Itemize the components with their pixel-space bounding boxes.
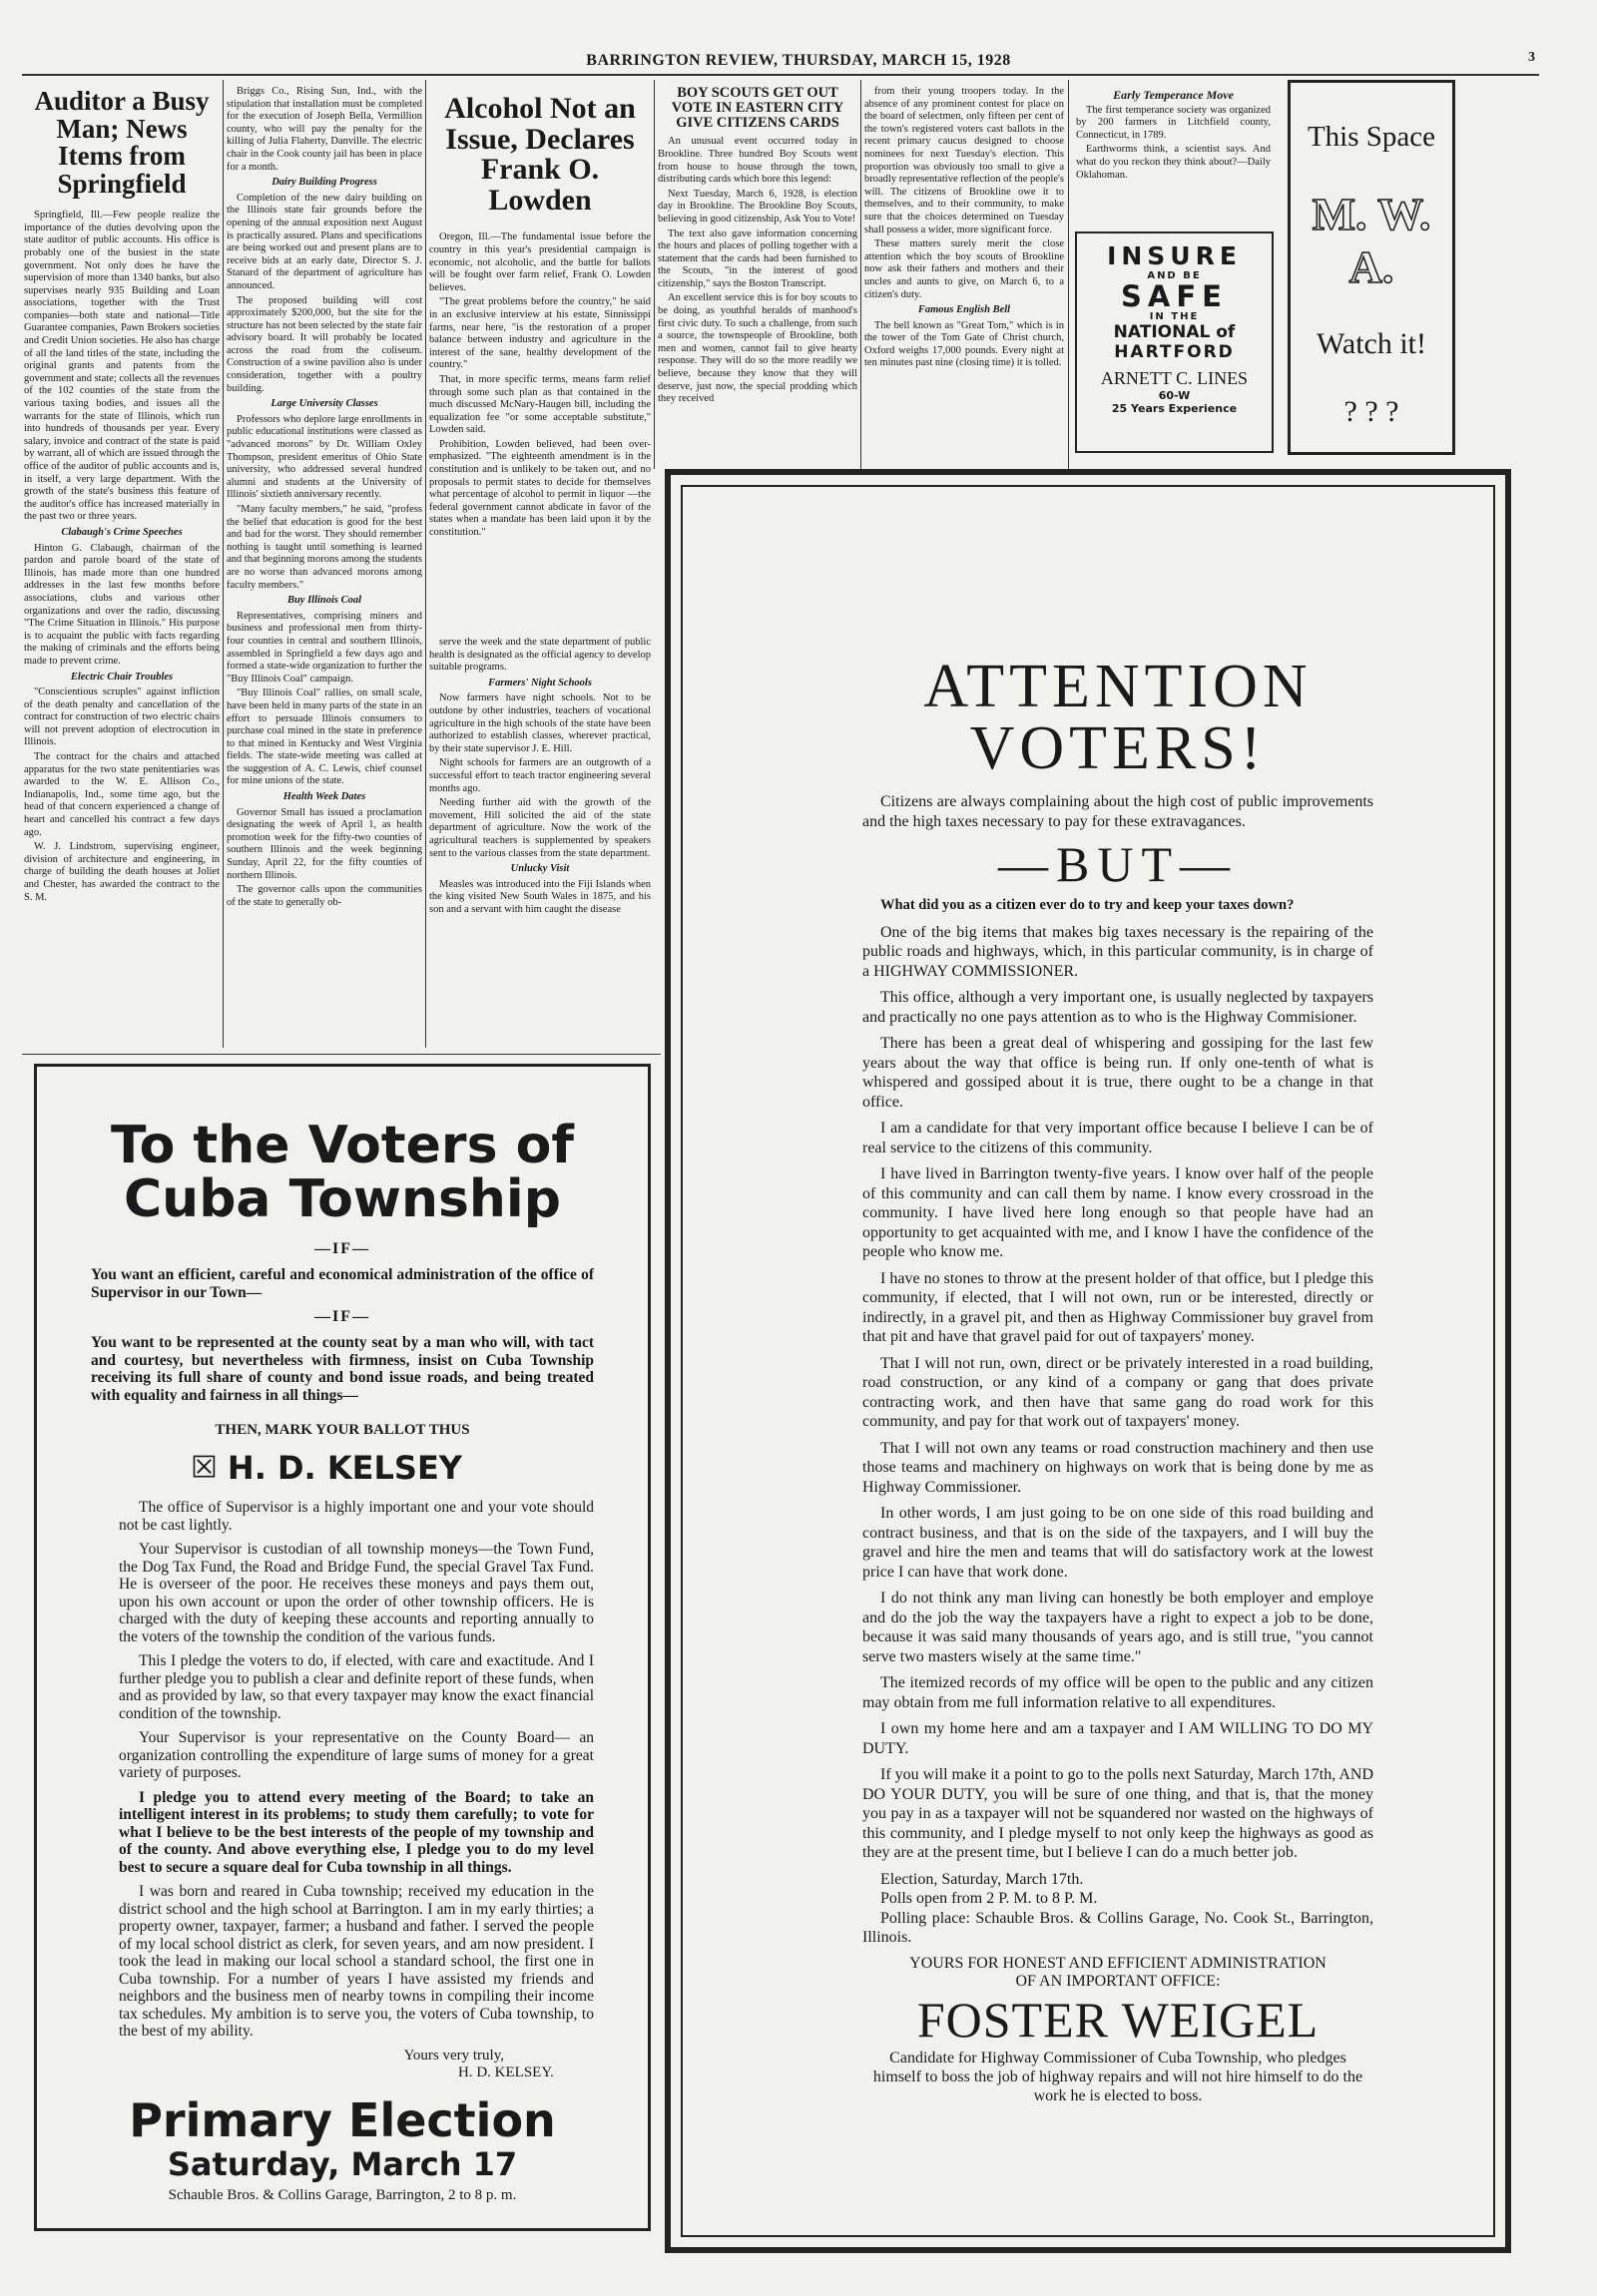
column-rule xyxy=(1068,80,1069,469)
article-paragraph: Night schools for farmers are an outgrowth of a successful effort to teach tractor engineering several months ago. xyxy=(429,757,651,794)
kelsey-paragraph: You want an efficient, careful and economical administration of the office of Supervisor in our Town— xyxy=(91,1266,594,1301)
article-paragraph: "Many faculty members," he said, "profess the belief that education is good for the best and bad for the worst. They should remember nothing is taught until something is learned and that beginning morons among the students are no worse than advanced morons among faculty members." xyxy=(227,504,422,591)
insurer-name: NATIONAL of xyxy=(1113,322,1236,342)
article-paragraph: The text also gave information concerning the hours and places of polling together with a statement that the cards had been furnished to the Scouts, "in the interest of good citizenship," says the Boston Transcript. xyxy=(658,228,857,289)
mwa-letters: M. W. A. xyxy=(1312,189,1431,292)
weigel-paragraph: Citizens are always complaining about the high cost of public improvements and the high taxes necessary to pay for these extravagances. xyxy=(862,793,1373,830)
article-paragraph: Briggs Co., Rising Sun, Ind., with the stipulation that installation must be completed for the execution of Joseph Bella, Vermillion county, who will pay the penalty for the killing of Julia Flaherty, Danville. The electric chair in the Cook county jail has been in place for a month. xyxy=(227,86,422,173)
kelsey-paragraph: The office of Supervisor is a highly important one and your vote should not be cast lightly. xyxy=(119,1499,594,1534)
article-paragraph: The contract for the chairs and attached apparatus for the two state penitentiaries was awarded to the W. E. Allison Co., Indianapolis, Ind., some time ago, but the head of that concern experienced a change of heart and cancelled his contract a few days ago. xyxy=(24,751,220,838)
boy-scouts-headline: BOY SCOUTS GET OUT VOTE IN EASTERN CITY GIVE CITIZENS CARDS xyxy=(671,85,844,131)
lowden-article xyxy=(429,82,651,631)
and-be-word: AND BE xyxy=(1147,270,1202,281)
subhead: Large University Classes xyxy=(270,398,378,410)
column-rule xyxy=(654,80,655,469)
article-paragraph: Next Tuesday, March 6, 1928, is election day in Brookline. The Brookline Boy Scouts, believing in good citizenship, Ask You to Vote! xyxy=(658,188,857,225)
article-paragraph: The bell known as "Great Tom," which is in the tower of the Tom Gate of Christ church, Oxford weighs 17,000 pounds. Every night at ten minutes past nine (closing time) it is tolled. xyxy=(864,319,1064,369)
column-rule xyxy=(860,80,861,469)
yours-for-line: YOURS FOR HONEST AND EFFICIENT ADMINISTRATION OF AN IMPORTANT OFFICE: xyxy=(909,1954,1327,1990)
kelsey-title: To the Voters of Cuba Township xyxy=(111,1116,574,1229)
article-paragraph: Measles was introduced into the Fiji Islands when the king visited New South Wales in 1875, and his son and a servant with him caught the disease xyxy=(429,878,651,915)
kelsey-ad xyxy=(34,1064,651,2231)
insurer-city: HARTFORD xyxy=(1114,342,1235,362)
weigel-paragraph: There has been a great deal of whispering and gossiping for the last few years about the way that office is being run. If only one-tenth of what is whispered and gossiped about it is true, there ought to be a change in that office. xyxy=(862,1035,1373,1111)
kelsey-paragraph: I was born and reared in Cuba township; received my education in the district school and the high school at Barrington. I am in my early thirties; a property owner, taxpayer, farmer; a husband and father. I served the people of my local school district as clerk, for seven years, and am now president. I took the lead in making our local school a standard school, the first one in Cuba township. For a number of years I have assisted my friends and neighbors and the business men of nearby towns in compiling their income tax schedules. My ambition is to serve you, the voters of Cuba township, to the best of my ability. xyxy=(119,1883,594,2040)
mark-ballot-line: THEN, MARK YOUR BALLOT THUS xyxy=(215,1422,470,1438)
polls-open-line: Polls open from 2 P. M. to 8 P. M. xyxy=(880,1890,1098,1907)
masthead-rule xyxy=(22,74,1539,76)
ballot-checkbox-icon: ☒ xyxy=(191,1451,218,1485)
insure-word: INSURE xyxy=(1107,241,1242,270)
mwa-question: ? ? ? xyxy=(1343,395,1399,428)
weigel-ad-outer-border xyxy=(665,469,1511,2253)
article-paragraph: The governor calls upon the communities of the state to generally ob- xyxy=(227,884,422,908)
article-paragraph: That, in more specific terms, means farm relief through some such plan as that contained in the much discussed McNary-Haugen bill, including the equalization fee "or some acceptable substitute," Lowden said. xyxy=(429,373,651,436)
polling-place: Schauble Bros. & Collins Garage, Barrington, 2 to 8 p. m. xyxy=(168,2186,517,2203)
article-paragraph: Now farmers have night schools. Not to be outdone by other industries, teachers of vocational agriculture in the high schools of the state have been authorized to establish classes, wherever practical, by their state supervisor J. E. Hill. xyxy=(429,692,651,754)
article-paragraph: The proposed building will cost approximately $200,000, but the site for the structure has not been selected by the state fair advisory board. It will probably be located across the road from the coliseum. Construction of a swine pavilion also is under consideration, together with a poultry building. xyxy=(227,294,422,394)
candidate-tagline: Candidate for Highway Commissioner of Cuba Township, who pledges himself to boss the job of highway repairs and will not hire himself to do the work he is elected to boss. xyxy=(872,2049,1363,2104)
subhead: Famous English Bell xyxy=(917,304,1011,316)
in-the-word: IN THE xyxy=(1149,311,1200,322)
candidate-line xyxy=(49,1449,636,1487)
weigel-paragraph: That I will not own any teams or road construction machinery and then use those teams and machinery on highways on work that is being done by me as Highway Commissioner. xyxy=(862,1439,1373,1496)
agent-name: ARNETT C. LINES xyxy=(1100,368,1249,388)
weigel-paragraph: I have lived in Barrington twenty-five years. I know over half of the people of this community and can call them by name. I know every crossroad in the community. I have lived here long enough so that people have had an opportunity to get acquainted with me, and I know I have the confidence of the people who know me. xyxy=(862,1165,1373,1260)
article-paragraph: Professors who deplore large enrollments in public educational institutions were classed as "advanced morons" by Dr. William Oxley Thompson, president emeritus of Ohio State university, who addressed several hundred alumni and students at the University of Illinois' sixtieth anniversary recently. xyxy=(227,413,422,501)
weigel-paragraph: The itemized records of my office will be open to the public and any citizen may obtain from me full information relative to all expenditures. xyxy=(862,1674,1373,1711)
candidate-name: FOSTER WEIGEL xyxy=(916,1991,1320,2048)
weigel-paragraph: I am a candidate for that very important office because I believe I can be of real service to the citizens of this community. xyxy=(862,1120,1373,1156)
subhead: Early Temperance Move xyxy=(1113,88,1234,102)
subhead: Unlucky Visit xyxy=(510,863,570,875)
weigel-paragraph: I have no stones to throw at the present holder of that office, but I pledge this community, if elected, that I will not own, run or be interested, directly or indirectly, in a gravel pit, and then as Highway Commissioner buy gravel from that pit and have that gravel paid for out of taxpayers' money. xyxy=(862,1269,1373,1345)
article-paragraph: Representatives, comprising miners and business and professional men from thirty-four counties in central and southern Illinois, assembled in Springfield a few days ago and formed a state-wide organization to further the "Buy Illinois Coal" campaign. xyxy=(227,610,422,685)
boy-scouts-article xyxy=(658,84,857,467)
insurance-ad xyxy=(1075,231,1274,453)
section-rule xyxy=(22,1054,661,1055)
election-date-line: Election, Saturday, March 17th. xyxy=(880,1870,1084,1888)
subhead: Health Week Dates xyxy=(282,791,366,803)
brookline-continued xyxy=(864,86,1064,469)
weigel-paragraph: That I will not run, own, direct or be privately interested in a road building, road construction, or any kind of a company or gang that does private contracting work, and then have that same gang do road work for this community, and pay for that work out of taxpayers' money. xyxy=(862,1354,1373,1430)
springfield-article xyxy=(24,82,220,1050)
subhead: Electric Chair Troubles xyxy=(70,671,174,683)
article-paragraph: "The great problems before the country," he said in an exclusive interview at his estate, Sinnissippi farms, near here, "is the restoration of a proper balance between industry and agriculture in the interest of the sane, healthy development of the country." xyxy=(429,296,651,371)
lowden-continued xyxy=(429,637,651,1050)
closing: Yours very truly, xyxy=(403,2047,504,2064)
article-paragraph: These matters surely merit the close attention which the boy scouts of Brookline now ask their fathers and mothers and their uncles and aunts to give, on March 6, to a citizen's duty. xyxy=(864,238,1064,300)
weigel-question: What did you as a citizen ever do to try and keep your taxes down? xyxy=(880,897,1295,913)
kelsey-paragraph: This I pledge the voters to do, if elected, with care and exactitude. And I further pledge you to publish a clear and definite report of these funds, when and as provided by law, so that every taxpayer may know the exact financial condition of the township. xyxy=(119,1652,594,1722)
kelsey-paragraph: I pledge you to attend every meeting of the Board; to take an intelligent interest in its problems; to study them carefully; to vote for what I believe to be the best interests of the people of my township and of the county. And above everything else, I pledge you to do my level best to secure a square deal for Cuba township in all things. xyxy=(119,1788,594,1876)
masthead: BARRINGTON REVIEW, THURSDAY, MARCH 15, 1928 xyxy=(586,52,1011,69)
article-paragraph: Completion of the new dairy building on the Illinois state fair grounds before the opening of the annual exposition next August is practically assured. Plans and specifications are being worked out and present plans are to receive bids at an early date, Director S. J. Stanard of the department of agriculture has announced. xyxy=(227,192,422,291)
kelsey-paragraph: Your Supervisor is your representative on the County Board— an organization controlling the expenditure of large sums of money for a great variety of purposes. xyxy=(119,1729,594,1781)
candidate-name: H. D. KELSEY xyxy=(227,1449,462,1487)
safe-word: SAFE xyxy=(1121,279,1228,313)
mwa-this-space: This Space xyxy=(1307,121,1436,153)
column-rule xyxy=(223,80,224,1048)
article-paragraph: W. J. Lindstrom, supervising engineer, division of architecture and engineering, in charge of building the death houses at Joliet and Chester, has awarded the contract to the S. M. xyxy=(24,841,220,903)
weigel-paragraph: One of the big items that makes big taxes necessary is the repairing of the public roads and highways, which, in this particular community, is in charge of a HIGHWAY COMMISSIONER. xyxy=(862,923,1373,980)
agent-phone: 60-W xyxy=(1158,389,1191,402)
springfield-headline: Auditor a Busy Man; News Items from Springfield xyxy=(34,86,210,199)
weigel-paragraph: If you will make it a point to go to the polls next Saturday, March 17th, AND DO YOUR DUTY, you will be sure of one thing, and that is, that the money you pay in as a taxpayer will not be squandered nor wasted on the highways of this community, and I pledge myself to not only keep the highways as good as they are at the present time, but I believe I can do a much better job. xyxy=(862,1766,1373,1861)
article-paragraph: The first temperance society was organized by 200 farmers in Litchfield county, Connecticut, in 1789. xyxy=(1076,104,1271,141)
article-paragraph: from their young troopers today. In the absence of any prominent contest for place on the board of selectmen, only fifteen per cent of the town's registered voters cast ballots in the recent primary caucus designed to choose nominees for next Tuesday's election. This proportion was obviously too small to give a broadly representative reflection of the people's will. The citizens of Brookline owe it to themselves, and to their community, to make sure that the choices determined on Tuesday shall possess a wider, more significant force. xyxy=(864,86,1064,235)
article-paragraph: Hinton G. Clabaugh, chairman of the pardon and parole board of the state of Illinois, has made more than one hundred addresses in the last few months before associations, clubs and various other organizations and over the radio, discussing "The Crime Situation in Illinois." His purpose is to acquaint the public with facts regarding the making of criminals and the efforts being made to prevent crime. xyxy=(24,542,220,667)
kelsey-paragraph: You want to be represented at the county seat by a man who will, with tact and courtesy, but nevertheless with firmness, insist on Cuba Township receiving its full share of county and bond issue roads, and being treated with equality and fairness in all things— xyxy=(91,1334,594,1404)
article-paragraph: Oregon, Ill.—The fundamental issue before the country in this year's presidential campaign is economic, not alcoholic, and the battle for ballots will be fought over farm relief, Frank O. Lowden believes. xyxy=(429,231,651,293)
article-paragraph: Needing further aid with the growth of the movement, Hill solicited the aid of the state department of agriculture. Now the work of the agricultural teachers is supplemented by speakers sent to the various classes from the state department. xyxy=(429,797,651,859)
article-paragraph: serve the week and the state department of public health is designated as the official agency to develop suitable programs. xyxy=(429,637,651,674)
agent-experience: 25 Years Experience xyxy=(1111,402,1238,415)
election-date: Saturday, March 17 xyxy=(167,2144,518,2183)
weigel-paragraph: I own my home here and am a taxpayer and I AM WILLING TO DO MY DUTY. xyxy=(862,1720,1373,1757)
voters-heading: VOTERS! xyxy=(969,714,1267,782)
attention-heading: ATTENTION xyxy=(923,653,1313,720)
mwa-ad xyxy=(1288,80,1455,455)
weigel-paragraph: In other words, I am just going to be on one side of this road building and contract business, and that is on the side of the taxpayers, and I will buy the gravel and hire the men and teams that will do satisfactory work at the lowest price I can have that work done. xyxy=(862,1505,1373,1581)
polling-place-line: Polling place: Schauble Bros. & Collins Garage, No. Cook St., Barrington, Illinois. xyxy=(862,1909,1373,1946)
weigel-paragraph: This office, although a very important one, is usually neglected by taxpayers and practically no one pays attention as to who is the Highway Commisioner. xyxy=(862,989,1373,1026)
article-paragraph: Springfield, Ill.—Few people realize the importance of the duties devolving upon the state auditor of public accounts. His office is probably one of the busiest in the state government. Not only does he have the supervision of more than 1340 banks, but also supervises nearly 935 Building and Loan associations, together with the Trust companies—both state and national—Title Guarantee companies, Pawn Brokers societies and Credit Union societies. He also has charge of all the land titles of the state, including the original grants and patents from the government and state; collects all the revenues of the 102 counties of the state from the various taxing bodies, and issues all the warrants for the state of Illinois, which run into hundreds of thousands per year. Every salary, invoice and contract of the state is paid by warrant, all of which are issued through the office of the auditor of public accounts and is, in itself, a very large department. With the growth of the state's business this feature of the auditor's office has increased materially in the past two or three years. xyxy=(24,210,220,523)
subhead: Clabaugh's Crime Speeches xyxy=(61,526,183,538)
lowden-headline: Alcohol Not an Issue, Declares Frank O. Lowden xyxy=(444,92,636,217)
article-paragraph: An excellent service this is for boy scouts to be doing, as youthful heralds of manhood's first civic duty. To such a challenge, from such a source, the townspeople of Brookline, both men and women, cannot fail to give hearty response. They will do so the more readily we believe, because they know that they will deserve, just now, the special prodding which they received xyxy=(658,292,857,405)
article-paragraph: "Buy Illinois Coal" rallies, on small scale, have been held in many parts of the state in an effort to persuade Illinois consumers to purchase coal mined in the state in preference to that mined in Kentucky and West Virginia fields. The state-wide meeting was called at the suggestion of A. C. Lewis, chief counsel for mine unions of the state. xyxy=(227,688,422,787)
article-paragraph: Earthworms think, a scientist says. And what do you reckon they think about?—Daily Oklahoman. xyxy=(1076,144,1271,181)
if-line: —IF— xyxy=(314,1240,370,1257)
signature: H. D. KELSEY. xyxy=(458,2064,554,2080)
article-paragraph: Prohibition, Lowden believed, had been over-emphasized. "The eighteenth amendment is in the constitution and is unlikely to be taken out, and no proposals to permit states to decide for themselves what percentage of alcohol to permit in liquor —the federal government cannot abdicate in favor of the states when a mandate has been laid upon it by the constitution." xyxy=(429,438,651,539)
subhead: Farmers' Night Schools xyxy=(488,677,592,689)
primary-election-heading: Primary Election xyxy=(129,2092,556,2147)
article-paragraph: Governor Small has issued a proclamation designating the week of April 1, as health promotion week for the fifty-two counties of southern Illinois and the week beginning Sunday, April 22, for the fifty counties of northern Illinois. xyxy=(227,806,422,881)
article-paragraph: "Conscientious scruples" against infliction of the death penalty and cancellation of the contract for construction of two electric chairs will not prevent adoption of electrocution in Illinois. xyxy=(24,687,220,748)
temperance-article xyxy=(1076,86,1271,226)
weigel-paragraph: I do not think any man living can honestly be both employer and employe and do the job the way the taxpayers have a right to expect a job to be done, because it was said many thousands of years ago, and is still true, "you cannot serve two masters wisely at the same time." xyxy=(862,1590,1373,1665)
subhead: Dairy Building Progress xyxy=(271,177,377,189)
page-number: 3 xyxy=(1528,50,1535,65)
subhead: Buy Illinois Coal xyxy=(286,595,362,607)
kelsey-paragraph: Your Supervisor is custodian of all township moneys—the Town Fund, the Dog Tax Fund, the Road and Bridge Fund, the special Gravel Tax Fund. He is overseer of the poor. He receives these moneys and pays them out, upon his own account or upon the order of other township officers. He is charged with the duty of keeping these accounts and reporting annually to the voters of the township the condition of the various funds. xyxy=(119,1541,594,1645)
but-heading: —BUT— xyxy=(998,836,1238,892)
article-paragraph: An unusual event occurred today in Brookline. Three hundred Boy Scouts went from house to house through the town, distributing cards which bore this legend: xyxy=(658,136,857,186)
state-news-column xyxy=(227,86,422,1050)
weigel-ad xyxy=(681,485,1495,2237)
mwa-watch: Watch it! xyxy=(1316,327,1427,360)
if-line: —IF— xyxy=(314,1308,370,1325)
column-rule xyxy=(425,80,426,1048)
